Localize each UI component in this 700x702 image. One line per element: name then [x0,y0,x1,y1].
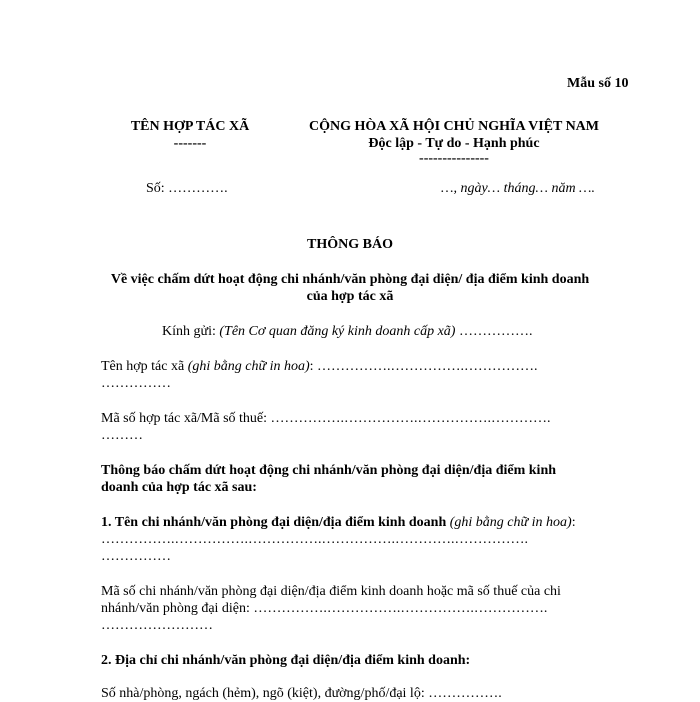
branch-code-dots: …………….…………….…………….……………. [253,601,548,616]
section1-hint: (ghi bằng chữ in hoa) [449,515,572,530]
recipient-dots: ……………. [455,324,533,339]
notice-intro-line2: doanh của hợp tác xã sau: [101,480,257,495]
section1-dots: …………….…………….…………….…………….………….……………. [101,532,528,547]
org-name: TÊN HỢP TÁC XÃ [130,119,250,134]
document-date: …, ngày… tháng… năm …. [441,181,596,196]
section2-heading: 2. Địa chỉ chi nhánh/văn phòng đại diện/địa điểm kinh doanh: [101,653,471,668]
section1-dots-continued: …………… [101,549,171,564]
coop-code-label: Mã số hợp tác xã/Mã số thuế: [101,411,271,426]
nation-divider: --------------- [419,151,489,166]
document-subject-line2: của hợp tác xã [306,289,394,304]
org-divider: ------- [173,136,207,151]
coop-name-label: Tên hợp tác xã [101,359,188,374]
address-dots: ……………. [428,686,502,701]
nation-title: CỘNG HÒA XÃ HỘI CHỦ NGHĨA VIỆT NAM [308,119,599,134]
document-subject-line1: Về việc chấm dứt hoạt động chi nhánh/văn phòng đại diện/ địa điểm kinh doanh [110,272,590,287]
branch-code-line2 [101,600,547,617]
form-code: Mẫu số 10 [567,76,629,91]
recipient-label: Kính gửi: [162,324,220,339]
coop-name-dots: : …………….…………….……………. [309,359,538,374]
address-line [101,685,502,702]
coop-name-hint: (ghi bằng chữ in hoa) [187,359,310,374]
coop-name-line [101,358,538,375]
section1-label: 1. Tên chi nhánh/văn phòng đại diện/địa điểm kinh doanh [101,515,450,530]
branch-code-label: nhánh/văn phòng đại diện: [101,601,254,616]
document-number: Số: …………. [146,181,228,196]
coop-code-dots-continued: ……… [101,428,143,443]
section1-colon: : [571,515,576,530]
coop-code-dots: …………….…………….…………….…………. [270,411,551,426]
address-label: Số nhà/phòng, ngách (hẻm), ngõ (kiệt), đường/phố/đại lộ: [101,686,429,701]
section1-heading [101,514,576,531]
nation-motto: Độc lập - Tự do - Hạnh phúc [368,136,540,151]
recipient-line [162,323,532,340]
branch-code-line1: Mã số chi nhánh/văn phòng đại diện/địa điểm kinh doanh hoặc mã số thuế của chi [101,584,561,599]
coop-code-line [101,410,551,427]
notice-intro-line1: Thông báo chấm dứt hoạt động chi nhánh/văn phòng đại diện/địa điểm kinh [101,463,557,478]
recipient-agency: (Tên Cơ quan đăng ký kinh doanh cấp xã) [219,324,456,339]
coop-name-dots-continued: …………… [101,376,171,391]
document-title: THÔNG BÁO [307,237,393,252]
branch-code-dots-continued: …………………… [101,618,213,633]
